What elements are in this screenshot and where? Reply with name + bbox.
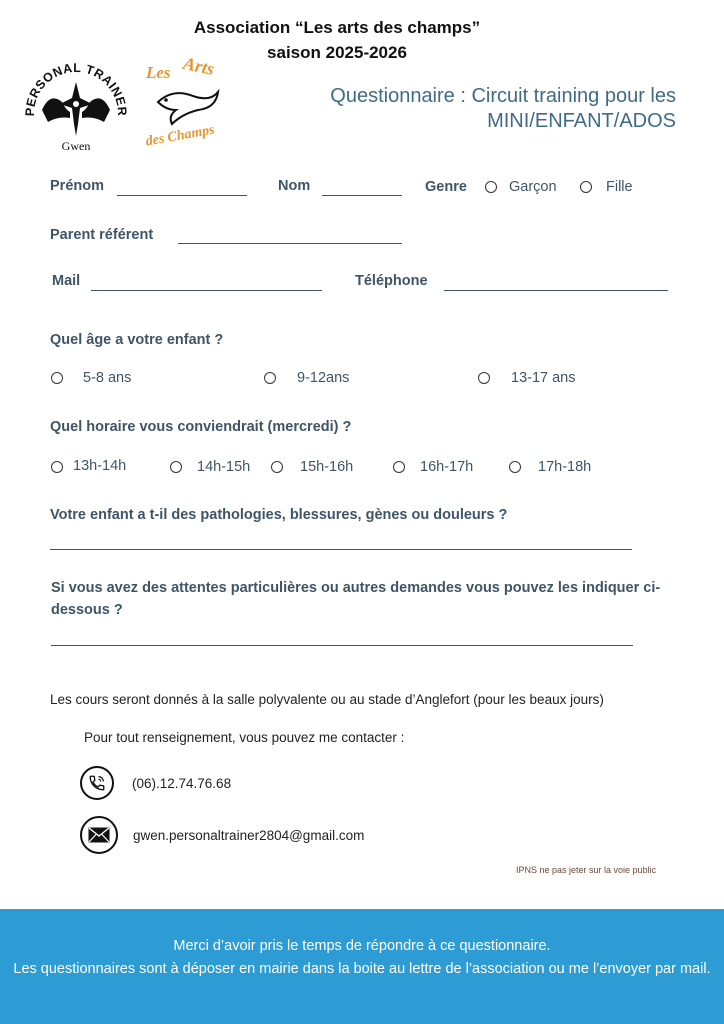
svg-text:Arts: Arts [181,53,217,80]
age-question: Quel âge a votre enfant ? [50,332,224,348]
genre-label: Genre [425,179,467,195]
horaire-14-15-radio[interactable] [170,461,182,473]
nom-field[interactable] [322,195,402,196]
email-icon [80,816,118,854]
svg-text:des Champs: des Champs [144,122,216,150]
age-9-12-label: 9-12ans [297,370,350,386]
pathologies-field[interactable] [50,549,632,550]
cours-info: Les cours seront donnés à la salle polyvalente ou au stade d’Anglefort (pour les beaux jours) [50,692,604,707]
footer-thanks: Merci d’avoir pris le temps de répondre à ce questionnaire. [173,938,551,954]
prenom-field[interactable] [117,195,247,196]
telephone-label: Téléphone [355,273,428,289]
title-line-1: Questionnaire : Circuit training pour les [330,85,676,107]
footer-banner [0,909,724,1024]
age-5-8-radio[interactable] [51,372,63,384]
nom-label: Nom [278,178,311,194]
mail-label: Mail [52,273,81,289]
phone-number[interactable]: (06).12.74.76.68 [132,776,232,791]
genre-garcon-label: Garçon [509,179,557,195]
telephone-field[interactable] [444,290,668,291]
horaire-17-18-label: 17h-18h [538,459,592,475]
genre-fille-label: Fille [606,179,633,195]
genre-garcon-radio[interactable] [485,181,497,193]
season: saison 2025-2026 [267,43,407,62]
horaire-13-14-label: 13h-14h [73,458,127,474]
horaire-13-14-radio[interactable] [51,461,63,473]
questionnaire-title [256,84,676,134]
title-line-2: MINI/ENFANT/ADOS [487,110,676,132]
horaire-16-17-radio[interactable] [393,461,405,473]
svg-text:Les: Les [146,63,171,82]
prenom-label: Prénom [50,178,104,194]
age-5-8-label: 5-8 ans [83,370,132,386]
horaire-15-16-radio[interactable] [271,461,283,473]
horaire-16-17-label: 16h-17h [420,459,474,475]
arts-des-champs-logo [138,52,230,152]
age-9-12-radio[interactable] [264,372,276,384]
horaire-14-15-label: 14h-15h [197,459,251,475]
mail-field[interactable] [91,290,322,291]
ipns-notice: IPNS ne pas jeter sur la voie public [516,865,657,875]
trainer-logo-name: Gwen [61,139,91,153]
trainer-logo-text: PERSONAL TRAINER [22,60,130,117]
age-13-17-radio[interactable] [478,372,490,384]
pathologies-question: Votre enfant a t-il des pathologies, blessures, gènes ou douleurs ? [50,507,508,523]
age-13-17-label: 13-17 ans [511,370,576,386]
parent-label: Parent référent [50,227,154,243]
email-address[interactable]: gwen.personaltrainer2804@gmail.com [133,828,365,843]
contact-intro: Pour tout renseignement, vous pouvez me contacter : [84,730,405,745]
horaire-17-18-radio[interactable] [509,461,521,473]
horaire-15-16-label: 15h-16h [300,459,354,475]
phone-icon [80,766,114,800]
footer-instructions: Les questionnaires sont à déposer en mairie dans la boite au lettre de l’association ou me l’envoyer par mail. [13,960,711,977]
genre-fille-radio[interactable] [580,181,592,193]
personal-trainer-logo [22,52,130,160]
parent-field[interactable] [178,243,402,244]
attentes-question: Si vous avez des attentes particulières ou autres demandes vous pouvez les indiquer ci-dessous ? [51,580,661,618]
association-name: Association “Les arts des champs” [193,18,481,37]
horaire-question: Quel horaire vous conviendrait (mercredi) ? [50,419,352,435]
attentes-field[interactable] [51,645,633,646]
